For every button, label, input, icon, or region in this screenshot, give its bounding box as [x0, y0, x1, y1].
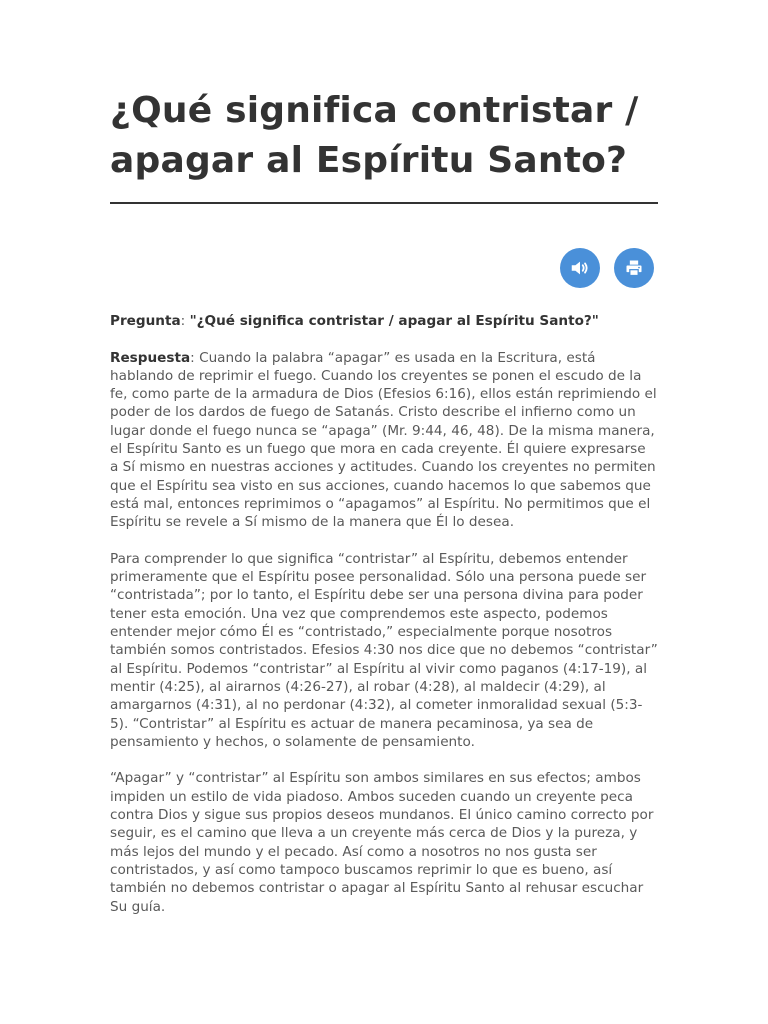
body-paragraph-2: Para comprender lo que significa “contristar” al Espíritu, debemos entender primeramente que el Espíritu posee personalidad. Sólo una persona puede ser “contristada”; por lo tanto, el Espíritu debe ser una persona divina para poder tener esta emoción. Una vez que comprendemos este aspecto, podemos entender mejor cómo Él es “contristado,” especialmente porque nosotros también somos contristados. Efesios 4:30 nos dice que no debemos “contristar” al Espíritu. Podemos “contristar” al Espíritu al vivir como paganos (4:17-19), al mentir (4:25), al airarnos (4:26-27), al robar (4:28), al maldecir (4:29), al amargarnos (4:31), al no perdonar (4:32), al cometer inmoralidad sexual (5:3-5). “Contristar” al Espíritu es actuar de manera pecaminosa, ya sea de pensamiento y hechos, o solamente de pensamiento. [110, 550, 658, 750]
article-title: ¿Qué significa contristar / apagar al Espíritu Santo? [110, 90, 639, 181]
article-body [110, 312, 658, 934]
print-button[interactable] [614, 248, 654, 288]
printer-icon [624, 258, 644, 278]
answer-label: Respuesta [110, 349, 191, 366]
article-tools [560, 248, 654, 288]
body-paragraph-3: “Apagar” y “contristar” al Espíritu son ambos similares en sus efectos; ambos impiden un estilo de vida piadoso. Ambos suceden cuando un creyente peca contra Dios y sigue sus propios deseos mundanos. El único camino correcto por seguir, es el camino que lleva a un creyente más cerca de Dios y la pureza, y más lejos del mundo y el pecado. Así como a nosotros no nos gusta ser contristados, y así como tampoco buscamos reprimir lo que es bueno, así también no debemos contristar o apagar al Espíritu Santo al rehusar escuchar Su guía. [110, 770, 654, 915]
answer-paragraph: Respuesta: Cuando la palabra “apagar” es usada en la Escritura, está hablando de reprimir el fuego. Cuando los creyentes se ponen el escudo de la fe, como parte de la armadura de Dios (Efesios 6:16), ellos están reprimiendo el poder de los dardos de fuego de Satanás. Cristo describe el infierno como un lugar donde el fuego nunca se “apaga” (Mr. 9:44, 46, 48). De la misma manera, el Espíritu Santo es un fuego que mora en cada creyente. Él quiere expresarse a Sí mismo en nuestras acciones y actitudes. Cuando los creyentes no permiten que el Espíritu sea visto en sus acciones, cuando hacemos lo que sabemos que está mal, entonces reprimimos o “apagamos” al Espíritu. No permitimos que el Espíritu se revele a Sí mismo de la manera que Él lo desea. [110, 349, 657, 531]
speaker-icon [569, 257, 591, 279]
answer-text: Cuando la palabra “apagar” es usada en la Escritura, está hablando de reprimir el fuego. Cuando los creyentes se ponen el escudo de la fe, como parte de la armadura de Dios (Efesios 6:16), ellos están reprimiendo el poder de los dardos de fuego de Satanás. Cristo describe el infierno como un lugar donde el fuego nunca se “apaga” (Mr. 9:44, 46, 48). De la misma manera, el Espíritu Santo es un fuego que mora en cada creyente. Él quiere expresarse a Sí mismo en nuestras acciones y actitudes. Cuando los creyentes no permiten que el Espíritu sea visto en sus acciones, cuando hacemos lo que sabemos que está mal, entonces reprimimos o “apagamos” al Espíritu. No permitimos que el Espíritu se revele a Sí mismo de la manera que Él lo desea. [110, 349, 657, 531]
question-text: "¿Qué significa contristar / apagar al Espíritu Santo?" [189, 313, 599, 329]
question-label: Pregunta [110, 313, 181, 329]
question-paragraph: Pregunta: "¿Qué significa contristar / apagar al Espíritu Santo?" [110, 313, 599, 329]
title-divider [110, 202, 658, 204]
audio-button[interactable] [560, 248, 600, 288]
